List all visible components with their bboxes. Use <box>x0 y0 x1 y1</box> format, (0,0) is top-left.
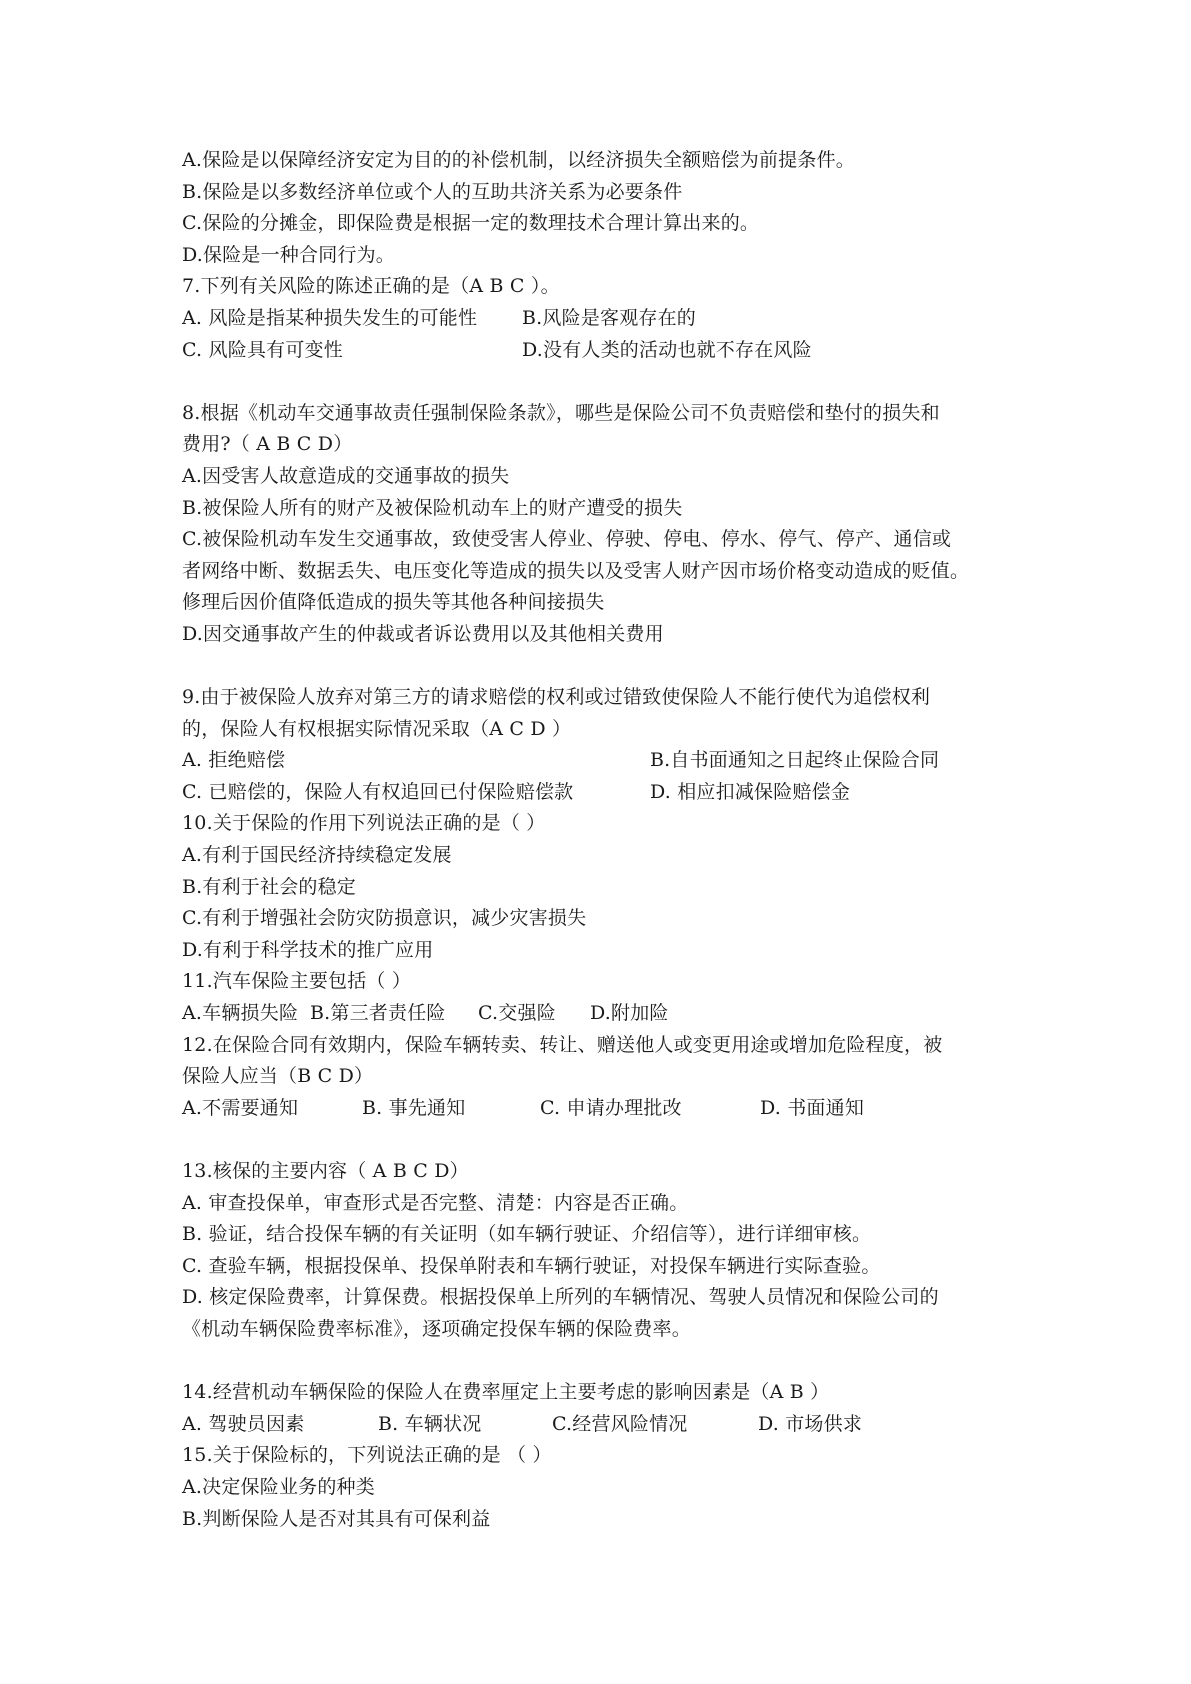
q7-options-row-2 <box>182 335 1042 367</box>
q6-option-d: D.保险是一种合同行为。 <box>182 243 395 266</box>
q10-option-b: B.有利于社会的稳定 <box>182 875 357 898</box>
q8-option-c-line-2: 者网络中断、数据丢失、电压变化等造成的损失以及受害人财产因市场价格变动造成的贬值。 <box>182 559 970 582</box>
q10-option-a: A.有利于国民经济持续稳定发展 <box>182 844 452 867</box>
q11-option-c: C.交强险 <box>478 1002 556 1025</box>
spacer <box>182 366 1042 398</box>
q13-option-b: B. 验证，结合投保车辆的有关证明（如车辆行驶证、介绍信等），进行详细审核。 <box>182 1223 872 1246</box>
q13-option-c: C. 查验车辆，根据投保单、投保单附表和车辆行驶证，对投保车辆进行实际查验。 <box>182 1254 881 1277</box>
q7-option-a: A. 风险是指某种损失发生的可能性 <box>182 306 478 329</box>
q13-stem: 13.核保的主要内容（ A B C D） <box>182 1160 469 1182</box>
q14-stem: 14.经营机动车辆保险的保险人在费率厘定上主要考虑的影响因素是（A B ） <box>182 1381 830 1404</box>
q11-options-row <box>182 998 1042 1030</box>
q14-option-c: C.经营风险情况 <box>552 1412 688 1435</box>
q13-option-d-line-2: 《机动车辆保险费率标准》，逐项确定投保车辆的保险费率。 <box>182 1317 691 1340</box>
q8-option-c-line-3: 修理后因价值降低造成的损失等其他各种间接损失 <box>182 591 605 614</box>
q14-option-a: A. 驾驶员因素 <box>182 1412 305 1435</box>
q7-options-row-1 <box>182 303 1042 335</box>
q12-option-a: A.不需要通知 <box>182 1096 299 1119</box>
spacer <box>182 1124 1042 1156</box>
q10-option-c: C.有利于增强社会防灾防损意识，减少灾害损失 <box>182 907 587 930</box>
q8-option-c-line-1: C.被保险机动车发生交通事故，致使受害人停业、停驶、停电、停水、停气、停产、通信或 <box>182 528 952 551</box>
q11-stem: 11.汽车保险主要包括（ ） <box>182 970 412 993</box>
q15-stem: 15.关于保险标的，下列说法正确的是 （ ） <box>182 1444 552 1467</box>
q9-option-d: D. 相应扣减保险赔偿金 <box>650 780 851 803</box>
q8-stem-line-1: 8.根据《机动车交通事故责任强制保险条款》，哪些是保险公司不负责赔偿和垫付的损失和 <box>182 401 940 424</box>
q6-option-c: C.保险的分摊金，即保险费是根据一定的数理技术合理计算出来的。 <box>182 212 760 235</box>
q12-option-d: D. 书面通知 <box>760 1096 865 1119</box>
q14-options-row <box>182 1409 1042 1441</box>
q12-option-c: C. 申请办理批改 <box>540 1096 682 1119</box>
q7-option-b: B.风险是客观存在的 <box>522 306 697 329</box>
document-page <box>182 145 1042 1535</box>
q7-stem: 7.下列有关风险的陈述正确的是（A B C ）。 <box>182 275 560 298</box>
q11-option-a: A.车辆损失险 <box>182 1002 299 1025</box>
q10-stem: 10.关于保险的作用下列说法正确的是（ ） <box>182 812 546 835</box>
q8-option-b: B.被保险人所有的财产及被保险机动车上的财产遭受的损失 <box>182 496 683 519</box>
q7-option-c: C. 风险具有可变性 <box>182 338 343 361</box>
q9-option-c: C. 已赔偿的，保险人有权追回已付保险赔偿款 <box>182 780 574 803</box>
q14-option-b: B. 车辆状况 <box>378 1412 482 1435</box>
q12-stem-line-2: 保险人应当（B C D） <box>182 1065 374 1088</box>
q13-option-d-line-1: D. 核定保险费率，计算保费。根据投保单上所列的车辆情况、驾驶人员情况和保险公司的 <box>182 1286 939 1309</box>
q12-options-row <box>182 1093 1042 1125</box>
q6-option-b: B.保险是以多数经济单位或个人的互助共济关系为必要条件 <box>182 180 683 203</box>
q8-option-a: A.因受害人故意造成的交通事故的损失 <box>182 464 510 487</box>
q6-option-a: A.保险是以保障经济安定为目的的补偿机制，以经济损失全额赔偿为前提条件。 <box>182 149 855 171</box>
q9-option-a: A. 拒绝赔偿 <box>182 749 286 772</box>
spacer <box>182 1346 1042 1378</box>
q9-stem-line-1: 9.由于被保险人放弃对第三方的请求赔偿的权利或过错致使保险人不能行使代为追偿权利 <box>182 686 931 709</box>
q8-option-d: D.因交通事故产生的仲裁或者诉讼费用以及其他相关费用 <box>182 622 664 645</box>
q12-stem-line-1: 12.在保险合同有效期内，保险车辆转卖、转让、赠送他人或变更用途或增加危险程度，被 <box>182 1033 943 1056</box>
q15-option-b: B.判断保险人是否对其具有可保利益 <box>182 1507 491 1530</box>
q8-stem-line-2: 费用?（ A B C D） <box>182 433 353 456</box>
q9-option-b: B.自书面通知之日起终止保险合同 <box>650 749 940 772</box>
q11-option-b: B.第三者责任险 <box>310 1002 446 1025</box>
q12-option-b: B. 事先通知 <box>362 1096 466 1119</box>
q13-option-a: A. 审查投保单，审查形式是否完整、清楚：内容是否正确。 <box>182 1191 689 1214</box>
spacer <box>182 651 1042 683</box>
q9-options-row-2 <box>182 777 1042 809</box>
q9-options-row-1 <box>182 745 1042 777</box>
q10-option-d: D.有利于科学技术的推广应用 <box>182 938 434 961</box>
q7-option-d: D.没有人类的活动也就不存在风险 <box>522 338 812 361</box>
q9-stem-line-2: 的，保险人有权根据实际情况采取（A C D ） <box>182 717 572 740</box>
q11-option-d: D.附加险 <box>590 1002 669 1025</box>
q15-option-a: A.决定保险业务的种类 <box>182 1475 375 1498</box>
q14-option-d: D. 市场供求 <box>758 1412 863 1435</box>
